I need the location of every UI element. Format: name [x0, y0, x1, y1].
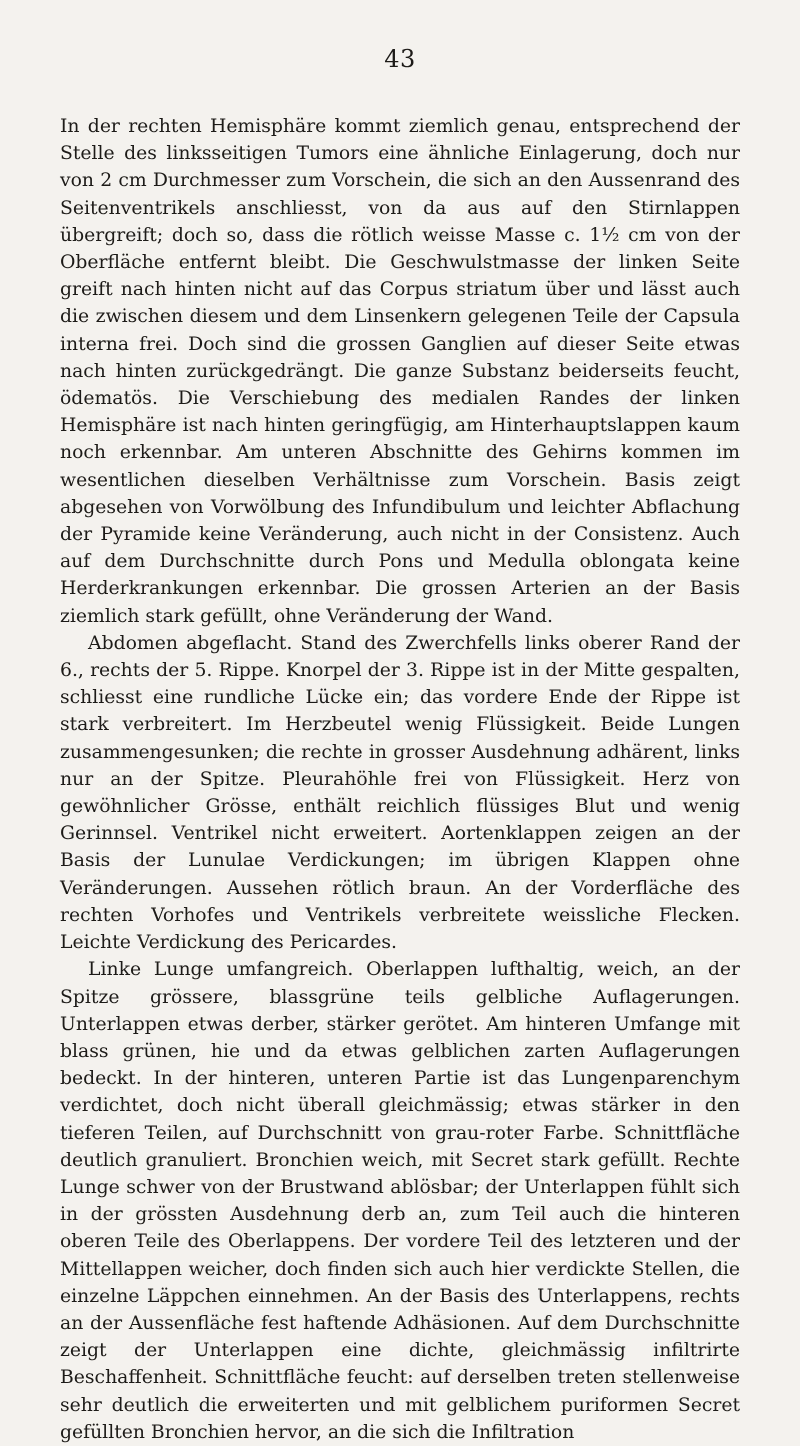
body-text	[60, 113, 740, 1446]
paragraph-lungs: Linke Lunge umfangreich. Oberlappen lufthaltig, weich, an der Spitze grössere, blassgrüne teils gelbliche Auflagerungen. Unterlappen etwas derber, stärker gerötet. Am hinteren Umfange mit blass grünen, hie und da etwas gelblichen zarten Auflagerungen bedeckt. In der hinteren, unteren Partie ist das Lungenparenchym verdichtet, doch nicht überall gleichmässig; etwas stärker in den tieferen Teilen, auf Durchschnitt von grau-roter Farbe. Schnittfläche deutlich granuliert. Bronchien weich, mit Secret stark gefüllt. Rechte Lunge schwer von der Brustwand ablösbar; der Unterlappen fühlt sich in der grössten Ausdehnung derb an, zum Teil auch die hinteren oberen Teile des Oberlappens. Der vordere Teil des letzteren und der Mittellappen weicher, doch finden sich auch hier verdickte Stellen, die einzelne Läppchen einnehmen. An der Basis des Unterlappens, rechts an der Aussenfläche fest haftende Adhäsionen. Auf dem Durchschnitte zeigt der Unterlappen eine dichte, gleichmässig infiltrirte Beschaffenheit. Schnittfläche feucht: auf derselben treten stellenweise sehr deutlich die erweiterten und mit gelblichem puriformen Secret gefüllten Bronchien hervor, an die sich die Infiltration	[60, 959, 740, 1443]
paragraph-thorax-heart: Abdomen abgeflacht. Stand des Zwerchfells links oberer Rand der 6., rechts der 5. Rippe. Knorpel der 3. Rippe ist in der Mitte gespalten, schliesst eine rundliche Lücke ein; das vordere Ende der Rippe ist stark verbreitert. Im Herzbeutel wenig Flüssigkeit. Beide Lungen zusammengesunken; die rechte in grosser Ausdehnung adhärent, links nur an der Spitze. Pleurahöhle frei von Flüssigkeit. Herz von gewöhnlicher Grösse, enthält reichlich flüssiges Blut und wenig Gerinnsel. Ventrikel nicht erweitert. Aortenklappen zeigen an der Basis der Lunulae Verdickungen; im übrigen Klappen ohne Veränderungen. Aussehen rötlich braun. An der Vorderfläche des rechten Vorhofes und Ventrikels verbreitete weissliche Flecken. Leichte Verdickung des Pericardes.	[60, 632, 740, 954]
paragraph-brain-findings: In der rechten Hemisphäre kommt ziemlich genau, entsprechend der Stelle des linksseitigen Tumors eine ähnliche Einlagerung, doch nur von 2 cm Durchmesser zum Vorschein, die sich an den Aussenrand des Seitenventrikels anschliesst, von da aus auf den Stirnlappen übergreift; doch so, dass die rötlich weisse Masse c. 1½ cm von der Oberfläche entfernt bleibt. Die Geschwulstmasse der linken Seite greift nach hinten nicht auf das Corpus striatum über und lässt auch die zwischen diesem und dem Linsenkern gelegenen Teile der Capsula interna frei. Doch sind die grossen Ganglien auf dieser Seite etwas nach hinten zurückgedrängt. Die ganze Substanz beiderseits feucht, ödematös. Die Verschiebung des medialen Randes der linken Hemisphäre ist nach hinten geringfügig, am Hinterhauptslappen kaum noch erkennbar. Am unteren Abschnitte des Gehirns kommen im wesentlichen dieselben Verhältnisse zum Vorschein. Basis zeigt abgesehen von Vorwölbung des Infundibulum und leichter Abflachung der Pyramide keine Veränderung, auch nicht in der Consistenz. Auch auf dem Durchschnitte durch Pons und Medulla oblongata keine Herderkrankungen erkennbar. Die grossen Arterien an der Basis ziemlich stark gefüllt, ohne Veränderung der Wand.	[60, 116, 740, 627]
page-number: 43	[384, 45, 416, 73]
